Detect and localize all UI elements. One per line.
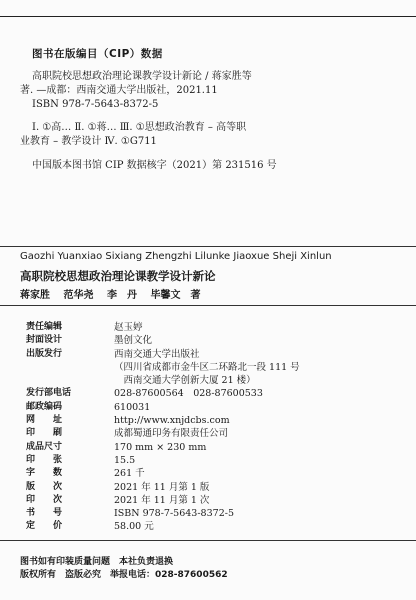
pub-value: http://www.xnjdcbs.com <box>114 415 230 427</box>
pub-value: 墨创文化 <box>114 335 153 347</box>
pub-label: 网 址 <box>26 415 63 426</box>
pub-label: 出版发行 <box>26 348 63 359</box>
top-rule <box>0 16 416 17</box>
cip-block <box>20 46 400 173</box>
cip-subject-line-2: 业教育 – 教学设计 Ⅳ. ①G711 <box>20 136 157 147</box>
pub-row-size <box>26 441 396 454</box>
pub-label: 字 数 <box>26 468 63 479</box>
cip-publisher-line: 著. —成都：西南交通大学出版社，2021.11 <box>20 85 218 96</box>
pub-label: 邮政编码 <box>26 401 63 412</box>
cip-library-number: 中国版本图书馆 CIP 数据核字（2021）第 231516 号 <box>32 160 277 171</box>
pub-value: 15.5 <box>114 454 136 466</box>
book-authors: 蒋家胜 范华尧 李 丹 毕馨文 著 <box>20 290 201 301</box>
pub-row-sheets <box>26 454 396 467</box>
pub-label: 成品尺寸 <box>26 441 63 452</box>
pub-value: 西南交通大学出版社 <box>114 348 200 360</box>
pub-label: 封面设计 <box>26 335 63 346</box>
pub-value: 赵玉婷 <box>114 322 143 333</box>
pub-row-printer <box>26 427 396 440</box>
publishing-info-table <box>26 321 396 534</box>
pub-label: 书 号 <box>26 508 63 519</box>
quality-notice: 图书如有印装质量问题 本社负责退换 <box>20 557 174 567</box>
pub-value: 58.00 元 <box>114 521 154 533</box>
pub-value: 610031 <box>114 401 151 413</box>
cip-isbn: ISBN 978-7-5643-8372-5 <box>32 99 159 110</box>
pub-row-editor <box>26 321 396 334</box>
pub-label: 发行部电话 <box>26 388 72 399</box>
pub-row-phone <box>26 387 396 400</box>
pub-value: （四川省成都市金牛区二环路北一段 111 号 <box>114 361 300 373</box>
pub-value: 028-87600564 028-87600533 <box>114 388 263 400</box>
book-pinyin-title: Gaozhi Yuanxiao Sixiang Zhengzhi Lilunke Jiaoxue Sheji Xinlun <box>20 251 332 262</box>
pub-label: 责任编辑 <box>26 322 63 332</box>
divider-rule <box>0 246 416 247</box>
pub-label: 定 价 <box>26 521 63 532</box>
pub-row-edition <box>26 481 396 494</box>
pub-row-address-1 <box>26 361 396 374</box>
cip-heading: 图书在版编目（CIP）数据 <box>32 48 163 60</box>
divider-rule <box>0 540 416 541</box>
pub-label: 版 次 <box>26 481 63 492</box>
book-title: 高职院校思想政治理论课教学设计新论 <box>20 269 216 283</box>
pub-row-printing <box>26 494 396 507</box>
pub-label: 印 次 <box>26 494 63 505</box>
pub-row-address-2 <box>26 374 396 387</box>
pub-row-cover-design <box>26 334 396 347</box>
pub-value: 261 千 <box>114 468 145 480</box>
pub-row-postcode <box>26 401 396 414</box>
pub-value: ISBN 978-7-5643-8372-5 <box>114 508 234 520</box>
pub-label <box>26 361 114 374</box>
pub-value: 2021 年 11 月第 1 次 <box>114 494 210 506</box>
pub-value: 170 mm × 230 mm <box>114 441 207 453</box>
cip-subject-line-1: Ⅰ. ①高… Ⅱ. ①蒋… Ⅲ. ①思想政治教育 – 高等职 <box>32 122 247 133</box>
pub-row-word-count <box>26 467 396 480</box>
pub-row-publisher <box>26 348 396 361</box>
pub-label: 印 张 <box>26 454 63 465</box>
pub-row-website <box>26 414 396 427</box>
divider-rule <box>0 305 416 306</box>
pub-value: 成都蜀通印务有限责任公司 <box>114 428 229 440</box>
pub-row-isbn <box>26 507 396 520</box>
copyright-notice: 版权所有 盗版必究 举报电话：028-87600562 <box>20 570 228 580</box>
pub-label <box>26 374 114 387</box>
pub-label: 印 刷 <box>26 428 63 439</box>
notice-block <box>20 556 400 582</box>
pub-value: 西南交通大学创新大厦 21 楼） <box>114 375 256 387</box>
cip-title-line: 高职院校思想政治理论课教学设计新论 / 蒋家胜等 <box>32 71 252 82</box>
pub-value: 2021 年 11 月第 1 版 <box>114 481 210 493</box>
pub-row-price <box>26 520 396 533</box>
